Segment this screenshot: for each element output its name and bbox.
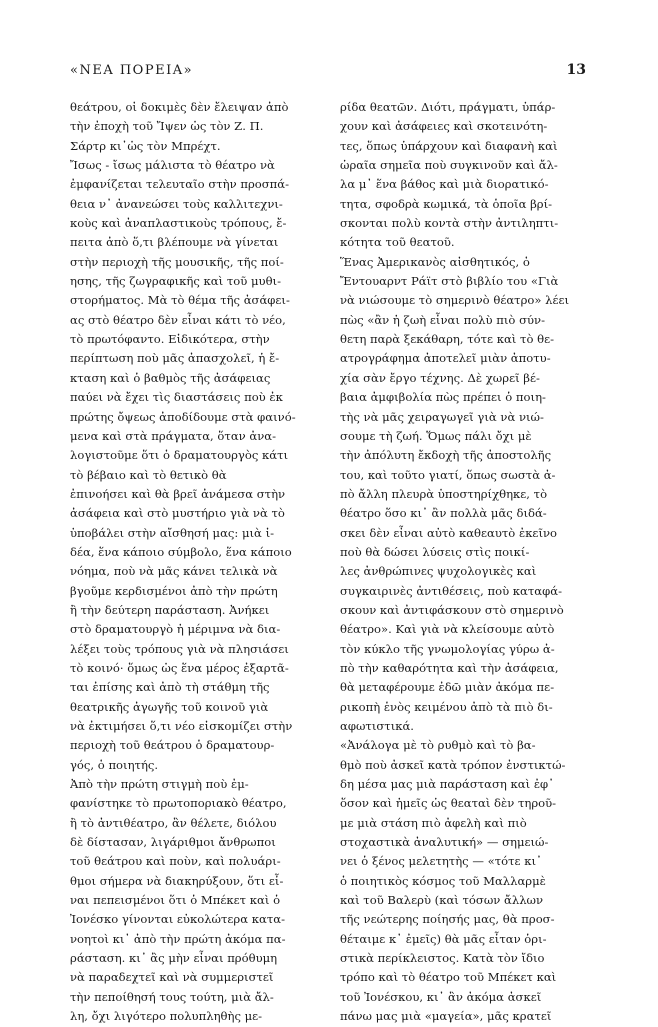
text-line: τὴν ἐποχὴ τοῦ Ἴψεν ὡς τὸν Ζ. Π. [70, 119, 264, 134]
text-line: νὰ ἐκτιμήσει ὅ,τι νέο εἰσκομίζει στὴν [70, 719, 293, 733]
text-line: πειτα ἀπὸ ὅ,τι βλέπουμε νὰ γίνεται [70, 235, 279, 250]
text-line: δη μέσα μας μιὰ παράσταση καὶ ἐφ᾽ [340, 777, 554, 792]
text-line: νόημα, ποὺ νὰ μᾶς κάνει τελικὰ νὰ [70, 564, 278, 579]
text-line: νοητοὶ κι᾽ ἀπὸ τὴν πρώτη ἀκόμα πα- [70, 931, 286, 946]
text-line: ναι πεπεισμένοι ὅτι ὁ Μπέκετ καὶ ὁ [70, 893, 281, 908]
text-line: νὰ παραδεχτεῖ καὶ νὰ συμμεριστεῖ [70, 970, 274, 985]
text-line: τὸ βέβαιο καὶ τὸ θετικὸ θὰ [70, 467, 227, 482]
text-line: σουμε τὴ ζωή. Ὅμως πάλι ὄχι μὲ [340, 428, 532, 443]
text-line: θέατρο». Καὶ γιὰ νὰ κλείσουμε αὐτὸ [340, 622, 555, 637]
text-line: τητα, σφοδρὰ κωμικά, τὰ ὁποῖα βρί- [340, 196, 553, 211]
text-line: καὶ τοῦ Βαλερὺ (καὶ τόσων ἄλλων [340, 893, 544, 908]
text-line: ρίδα θεατῶν. Διότι, πράγματι, ὑπάρ- [340, 100, 556, 114]
text-line: χουν καὶ ἀσάφειες καὶ σκοτεινότη- [340, 119, 548, 134]
left-text-column [70, 98, 328, 1027]
text-line: σκουν καὶ ἀντιφάσκουν στὸ σημερινὸ [340, 602, 564, 617]
text-line: θέατρο ὅσο κι᾽ ἂν πολλὰ μᾶς διδά- [340, 506, 547, 521]
text-line: τὴν ἀπόλυτη ἔκδοχὴ τῆς ἀποστολῆς [340, 448, 552, 463]
text-line: «Ἀνάλογα μὲ τὸ ρυθμὸ καὶ τὸ βα- [340, 738, 536, 753]
text-line: Ἰονέσκο γίνονται εὐκολώτερα κατα- [70, 912, 285, 927]
text-line: χία σὰν ἔργο τέχνης. Δὲ χωρεῖ βέ- [340, 370, 540, 385]
page-header [70, 62, 586, 90]
text-line: τρόπο καὶ τὸ θέατρο τοῦ Μπέκετ καὶ [340, 970, 557, 985]
text-line: πὼς «ἂν ἡ ζωὴ εἶναι πολὺ πιὸ σύν- [340, 312, 546, 327]
text-line: τὸ κοινό· ὅμως ὡς ἕνα μέρος ἐξαρτᾶ- [70, 660, 289, 675]
text-line: στὸ δραματουργὸ ἡ μέριμνα νὰ δια- [70, 622, 281, 637]
text-line: ποὺ θὰ δώσει λύσεις στὶς ποικί- [340, 544, 530, 559]
text-line: νὰ νιώσουμε τὸ σημερινὸ θέατρο» λέει [340, 293, 570, 308]
text-line: τὴν πεποίθησή τους τούτη, μιὰ ἄλ- [70, 989, 274, 1004]
text-line: πὸ τὴν καθαρότητα καὶ τὴν ἀσάφεια, [340, 660, 559, 675]
text-line: θέταιμε κ᾽ ἐμεῖς) θὰ μᾶς εἶταν ὁρι- [340, 931, 547, 946]
text-line: βαια ἀμφιβολία πὼς πρέπει ὁ ποιη- [340, 390, 546, 405]
text-line: ὡραῖα σημεῖα ποὺ συγκινοῦν καὶ ἄλ- [340, 158, 558, 173]
text-line: λέξει τοὺς τρόπους γιὰ νὰ πλησιάσει [70, 641, 289, 656]
text-line: λη, ὄχι λιγότερο πολυπληθὴς με- [70, 1009, 263, 1024]
text-line: γός, ὁ ποιητής. [70, 757, 159, 772]
text-line: πὸ ἄλλη πλευρὰ ὑποστηρίχθηκε, τὸ [340, 486, 548, 501]
text-line: ράσταση. κι᾽ ἂς μὴν εἶναι πρόθυμη [70, 951, 278, 966]
text-line: φανίστηκε τὸ πρωτοποριακὸ θέατρο, [70, 796, 287, 811]
text-line: θεατρικῆς ἀγωγῆς τοῦ κοινοῦ γιὰ [70, 699, 269, 714]
text-line: στικὰ περίκλειστος. Κατὰ τὸν ἴδιο [340, 951, 545, 966]
text-line: ὅσον καὶ ἡμεῖς ὡς θεαταὶ δὲν τηροῦ- [340, 796, 557, 811]
text-line: τοῦ θεάτρου καὶ ποὺν, καὶ πολυάρι- [70, 854, 281, 869]
text-line: θεάτρου, οἱ δοκιμὲς δὲν ἔλειψαν ἀπὸ [70, 100, 289, 114]
running-head: «ΝΕΑ ΠΟΡΕΙΑ» [70, 63, 194, 78]
text-line: ησης, τῆς ζωγραφικῆς καὶ τοῦ μυθι- [70, 274, 282, 289]
text-line: τὴς νὰ μᾶς χειραγωγεῖ γιὰ νὰ νιώ- [340, 409, 544, 424]
text-line: τοῦ Ἰονέσκου, κι᾽ ἂν ἀκόμα ἀσκεῖ [340, 989, 542, 1004]
text-line: στοχαστικὰ ἀναλυτική» — σημειώ- [340, 835, 549, 850]
text-line: δέα, ἕνα κάποιο σύμβολο, ἕνα κάποιο [70, 544, 292, 559]
text-line: ὁ ποιητικὸς κόσμος τοῦ Μαλλαρμὲ [340, 873, 546, 888]
text-line: τὸν κύκλο τῆς γνωμολογίας γύρω ἀ- [340, 641, 555, 656]
text-line: πάνω μας μιὰ «μαγεία», μᾶς κρατεῖ [340, 1009, 552, 1024]
text-line: ὑποβάλει στὴν αἴσθησή μας: μιὰ ἰ- [70, 525, 275, 540]
text-line: κταση καὶ ὁ βαθμὸς τῆς ἀσάφειας [70, 370, 271, 385]
text-line: κότητα τοῦ θεατοῦ. [340, 235, 455, 250]
text-line: Σάρτρ κι᾽ὡς τὸν Μπρέχτ. [70, 138, 221, 153]
text-line: του, καὶ τοῦτο γιατί, ὅπως σωστὰ ἀ- [340, 467, 556, 482]
text-line: βγοῦμε κερδισμένοι ἀπὸ τὴν πρώτη [70, 583, 278, 598]
text-line: Ἔντουαρντ Ράϊτ στὸ βιβλίο του «Γιὰ [340, 274, 559, 289]
text-line: θεια ν᾽ ἀνανεώσει τοὺς καλλιτεχνι- [70, 196, 283, 211]
text-line: ἐμφανίζεται τελευταῖο στὴν προσπά- [70, 177, 290, 192]
text-line: ατρογράφημα ἀποτελεῖ μιὰν ἀποτυ- [340, 351, 551, 366]
text-line: κοὺς καὶ ἀναπλαστικοὺς τρόπους, ἔ- [70, 216, 287, 231]
text-line: ρικοπὴ ἑνὸς κειμένου ἀπὸ τὰ πιὸ δι- [340, 699, 553, 714]
text-line: συγκαιρινὲς ἀντιθέσεις, ποὺ καταφά- [340, 583, 562, 598]
text-line: αφωτιστικά. [340, 719, 414, 733]
text-line: με μιὰ στάση πιὸ ἀφελὴ καὶ πιὸ [340, 815, 527, 830]
text-line: λα μ᾽ ἕνα βάθος καὶ μιὰ διορατικό- [340, 177, 549, 192]
text-line: δὲ δίστασαν, λιγάριθμοι ἄνθρωποι [70, 835, 276, 850]
text-line: Ἕνας Ἀμερικανὸς αἰσθητικός, ὁ [340, 254, 530, 269]
text-line: μενα καὶ στὰ πράγματα, ὅταν ἀνα- [70, 428, 277, 443]
text-line: περιοχὴ τοῦ θεάτρου ὁ δραματουρ- [70, 738, 275, 753]
page-number: 13 [566, 62, 586, 78]
text-line: περίπτωση ποὺ μᾶς ἀπασχολεῖ, ἡ ἔ- [70, 351, 280, 366]
text-line: νει ὁ ξένος μελετητὴς — «τότε κι᾽ [340, 854, 542, 869]
text-line: σκονται πολὺ κοντὰ στὴν ἀντιληπτι- [340, 216, 559, 231]
text-line: τὸ πρωτόφαντο. Εἰδικότερα, στὴν [70, 332, 270, 347]
text-line: θετη παρὰ ξεκάθαρη, τότε καὶ τὸ θε- [340, 332, 555, 347]
text-line: θὰ μεταφέρουμε ἐδῶ μιὰν ἀκόμα πε- [340, 680, 555, 695]
text-line: στορήματος. Μὰ τὸ θέμα τῆς ἀσάφει- [70, 293, 290, 308]
text-line: ται ἐπίσης καὶ ἀπὸ τὴ στάθμη τῆς [70, 680, 270, 695]
text-line: ἐπινοήσει καὶ θὰ βρεῖ ἀνάμεσα στὴν [70, 486, 286, 501]
right-text-column [340, 98, 598, 1027]
text-line: ἀσάφεια καὶ στὸ μυστήριο γιὰ νὰ τὸ [70, 506, 285, 521]
text-line: θμὸ ποὺ ἀσκεῖ κατὰ τρόπον ἐνστικτώ- [340, 757, 566, 772]
text-line: τες, ὅπως ὑπάρχουν καὶ διαφανὴ καὶ [340, 138, 558, 153]
text-line: ας στὸ θέατρο δὲν εἶναι κάτι τὸ νέο, [70, 312, 286, 327]
text-line: ἢ τὴν δεύτερη παράσταση. Ἀνήκει [70, 602, 270, 617]
text-line: παύει νὰ ἔχει τὶς διαστάσεις ποὺ ἐκ [70, 390, 283, 405]
text-line: στὴν περιοχὴ τῆς μουσικῆς, τῆς ποί- [70, 254, 284, 269]
text-line: λες ἀνθρώπινες ψυχολογικὲς καὶ [340, 564, 537, 579]
text-line: λογιστοῦμε ὅτι ὁ δραματουργὸς κάτι [70, 448, 289, 463]
text-line: σκει δὲν εἶναι αὐτὸ καθεαυτὸ ἐκεῖνο [340, 525, 558, 540]
text-line: τῆς νεώτερης ποίησής μας, θὰ προσ- [340, 912, 555, 927]
text-line: Ἀπὸ τὴν πρώτη στιγμὴ ποὺ ἐμ- [70, 777, 249, 792]
text-line: θμοι σήμερα νὰ διακηρύξουν, ὅτι εἶ- [70, 873, 284, 888]
text-line: ἢ τὸ ἀντιθέατρο, ἂν θέλετε, διόλου [70, 815, 277, 830]
text-line: Ἴσως - ἴσως μάλιστα τὸ θέατρο νὰ [70, 158, 275, 173]
text-line: πρώτης ὄψεως ἀποδίδουμε στὰ φαινό- [70, 409, 296, 424]
